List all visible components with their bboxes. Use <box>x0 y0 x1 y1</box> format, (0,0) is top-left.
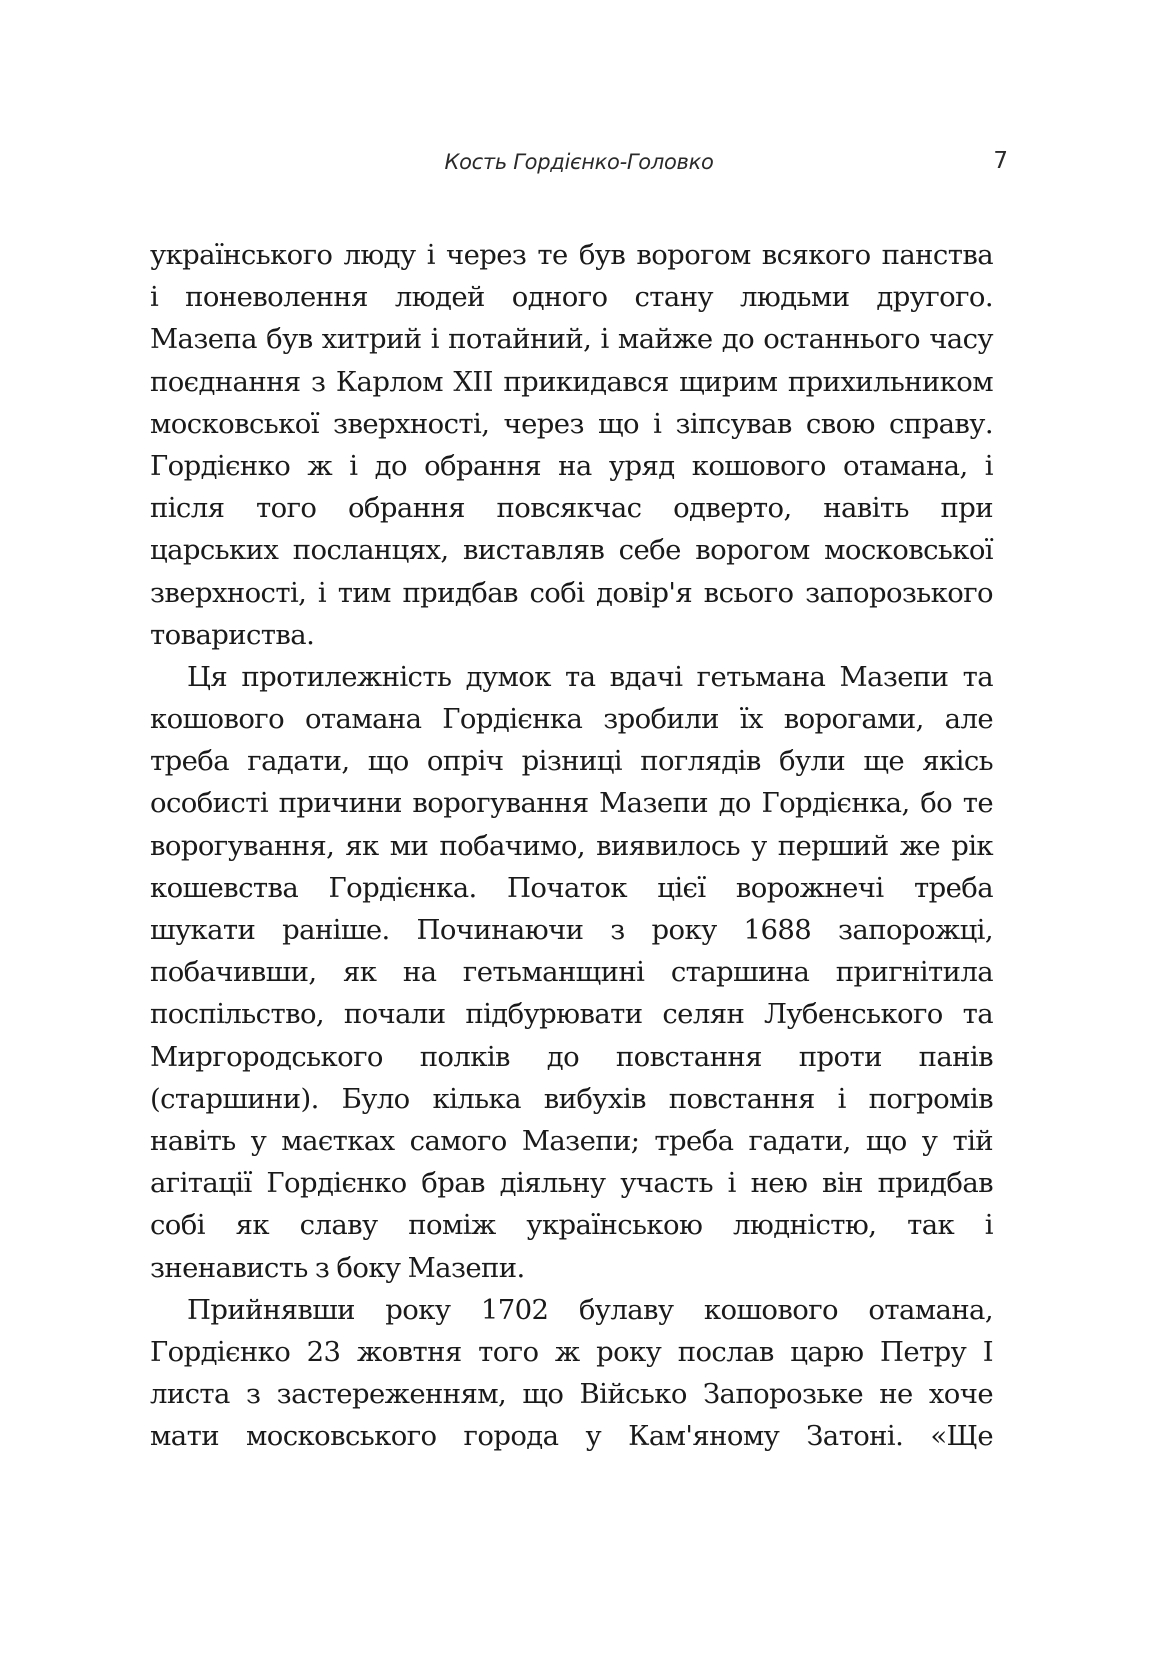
text-line: Мазепа був хитрий і потайний, і майже до останнього часу <box>150 323 993 356</box>
text-line: поєднання з Карлом XII прикидався щирим прихильником <box>150 365 993 398</box>
body-text <box>150 234 993 1457</box>
page-number: 7 <box>993 148 1008 174</box>
text-line: Ця протилежність думок та вдачі гетьмана Мазепи та <box>187 660 993 693</box>
paragraph-1 <box>150 234 993 656</box>
text-line: ворогування, як ми побачимо, виявилось у перший же рік <box>150 829 993 862</box>
text-line: Прийнявши року 1702 булаву кошового отамана, <box>187 1293 993 1326</box>
text-line: навіть у маєтках самого Мазепи; треба гадати, що у тій <box>150 1124 993 1157</box>
text-line: особисті причини ворогування Мазепи до Гордієнка, бо те <box>150 787 993 820</box>
text-line: після того обрання повсякчас одверто, навіть при <box>150 492 993 525</box>
text-line: побачивши, як на гетьманщині старшина пригнітила <box>150 956 993 989</box>
text-line: царських посланцях, виставляв себе ворогом московської <box>150 534 993 567</box>
text-line: і поневолення людей одного стану людьми другого. <box>150 281 993 314</box>
text-line: треба гадати, що опріч різниці поглядів були ще якісь <box>150 745 993 778</box>
text-line: зверхності, і тим придбав собі довір'я всього запорозького <box>150 576 993 609</box>
text-line: Гордієнко ж і до обрання на уряд кошового отамана, і <box>150 449 993 482</box>
text-line: кошевства Гордієнка. Початок цієї ворожнечі треба <box>150 871 993 904</box>
running-header-title: Кость Гордієнко-Головко <box>444 150 714 174</box>
text-line: зненависть з боку Мазепи. <box>150 1251 525 1284</box>
text-line: листа з застереженням, що Військо Запорозьке не хоче <box>150 1378 993 1411</box>
text-line: Гордієнко 23 жовтня того ж року послав царю Петру I <box>150 1335 993 1368</box>
text-line: поспільство, почали підбурювати селян Лубенського та <box>150 998 993 1031</box>
text-line: Миргородського полків до повстання проти панів <box>150 1040 993 1073</box>
text-line: мати московського города у Кам'яному Затоні. «Ще <box>150 1420 993 1453</box>
text-line: (старшини). Було кілька вибухів повстання і погромів <box>150 1082 993 1115</box>
paragraph-2 <box>150 656 993 1289</box>
paragraph-3 <box>150 1289 993 1458</box>
text-line: кошового отамана Гордієнка зробили їх ворогами, але <box>150 703 993 736</box>
text-line: товариства. <box>150 618 315 651</box>
text-line: шукати раніше. Починаючи з року 1688 запорожці, <box>150 914 993 946</box>
text-line: агітації Гордієнко брав діяльну участь і нею він придбав <box>150 1167 993 1200</box>
text-line: московської зверхності, через що і зіпсував свою справу. <box>150 407 993 440</box>
text-line: українського люду і через те був ворогом всякого панства <box>150 239 993 271</box>
text-line: собі як славу поміж українською людністю, так і <box>150 1209 993 1242</box>
running-header <box>150 150 1008 190</box>
